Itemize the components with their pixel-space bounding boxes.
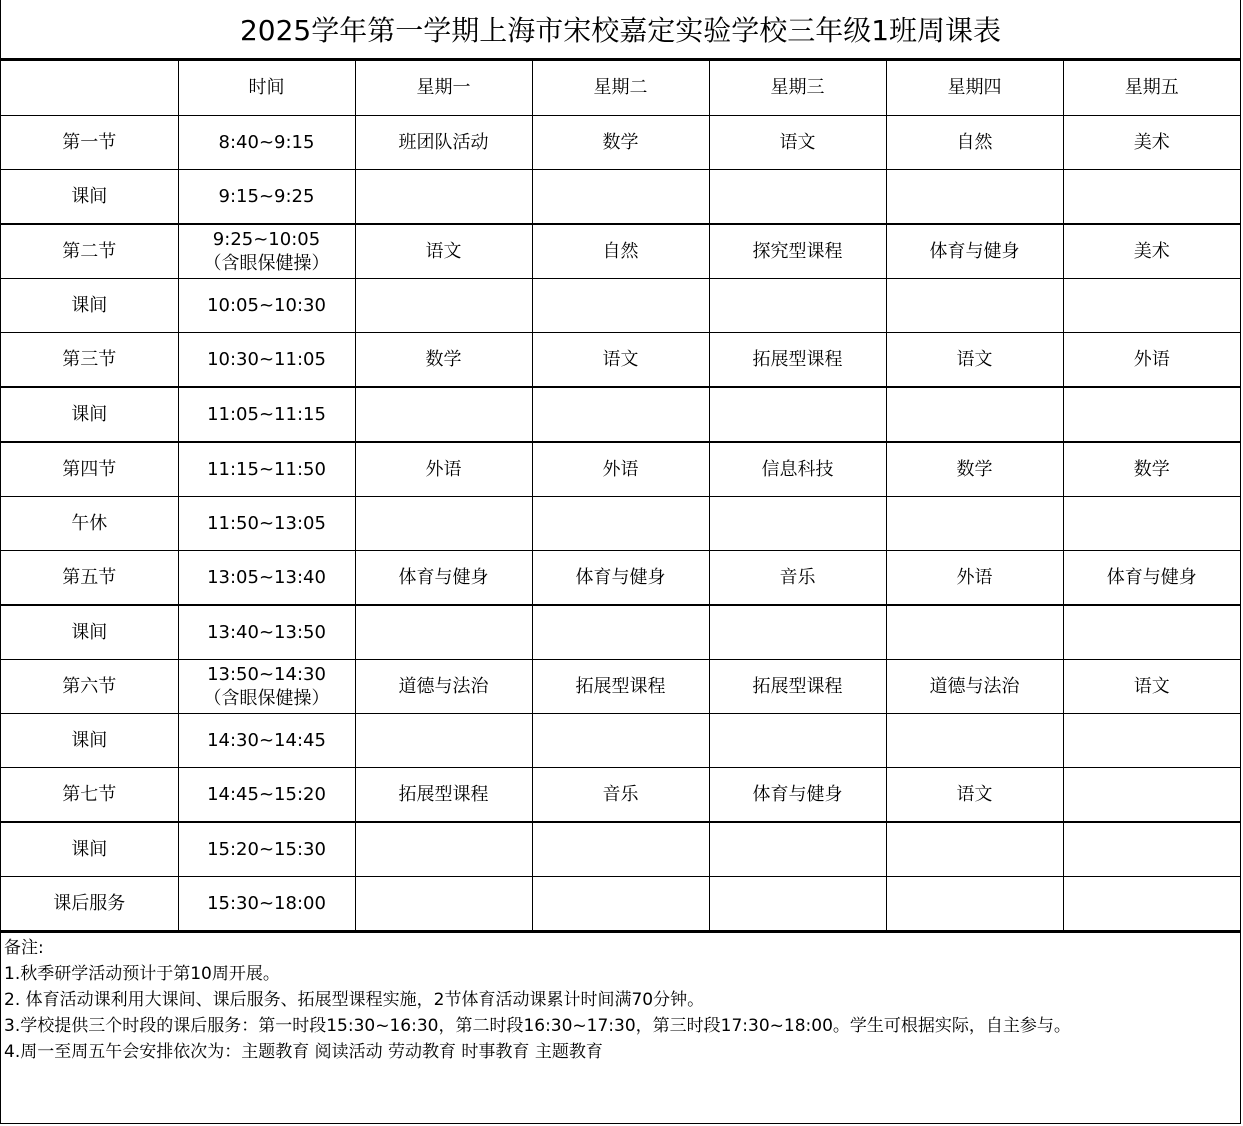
course-cell-thursday xyxy=(886,497,1063,551)
course-cell-tuesday: 拓展型课程 xyxy=(532,660,709,714)
course-cell-monday xyxy=(355,714,532,768)
course-cell-tuesday xyxy=(532,170,709,225)
time-cell xyxy=(178,660,355,714)
table-row xyxy=(1,116,1240,170)
period-cell: 课间 xyxy=(1,605,178,660)
course-cell-friday xyxy=(1063,877,1240,931)
course-cell-monday: 体育与健身 xyxy=(355,551,532,606)
course-cell-tuesday: 外语 xyxy=(532,442,709,497)
time-cell xyxy=(178,279,355,333)
course-cell-monday: 道德与法治 xyxy=(355,660,532,714)
period-cell: 课间 xyxy=(1,170,178,225)
table-row xyxy=(1,822,1240,877)
time-cell xyxy=(178,116,355,170)
time-range: 13:50~14:30 xyxy=(207,663,326,685)
header-cell-time: 时间 xyxy=(178,61,355,116)
time-note: （含眼保健操） xyxy=(203,252,330,274)
course-cell-friday xyxy=(1063,497,1240,551)
course-cell-thursday: 语文 xyxy=(886,768,1063,823)
course-cell-monday xyxy=(355,877,532,931)
table-row xyxy=(1,605,1240,660)
table-row xyxy=(1,660,1240,714)
course-cell-monday xyxy=(355,605,532,660)
time-cell xyxy=(178,877,355,931)
time-range: 10:05~10:30 xyxy=(207,294,326,316)
course-cell-monday: 拓展型课程 xyxy=(355,768,532,823)
course-cell-friday xyxy=(1063,387,1240,442)
course-cell-friday xyxy=(1063,279,1240,333)
time-range: 13:05~13:40 xyxy=(207,566,326,588)
course-cell-thursday xyxy=(886,170,1063,225)
course-cell-friday: 美术 xyxy=(1063,224,1240,279)
time-cell xyxy=(178,333,355,388)
course-cell-wednesday: 信息科技 xyxy=(709,442,886,497)
schedule-table xyxy=(1,60,1240,931)
course-cell-thursday xyxy=(886,605,1063,660)
course-cell-thursday xyxy=(886,822,1063,877)
course-cell-friday: 语文 xyxy=(1063,660,1240,714)
course-cell-monday xyxy=(355,497,532,551)
time-cell xyxy=(178,551,355,606)
course-cell-tuesday xyxy=(532,822,709,877)
period-cell: 第二节 xyxy=(1,224,178,279)
header-cell-monday: 星期一 xyxy=(355,61,532,116)
time-cell xyxy=(178,714,355,768)
period-cell: 第四节 xyxy=(1,442,178,497)
time-range: 13:40~13:50 xyxy=(207,621,326,643)
note-item-3: 3.学校提供三个时段的课后服务：第一时段15:30~16:30，第二时段16:30~17:30，第三时段17:30~18:00。学生可根据实际，自主参与。 xyxy=(4,1016,1071,1036)
course-cell-tuesday xyxy=(532,497,709,551)
course-cell-monday xyxy=(355,822,532,877)
course-cell-tuesday xyxy=(532,877,709,931)
time-cell xyxy=(178,224,355,279)
course-cell-thursday: 语文 xyxy=(886,333,1063,388)
time-range: 11:15~11:50 xyxy=(207,458,326,480)
time-cell xyxy=(178,605,355,660)
time-cell xyxy=(178,497,355,551)
course-cell-thursday: 数学 xyxy=(886,442,1063,497)
time-cell xyxy=(178,442,355,497)
time-range: 15:30~18:00 xyxy=(207,892,326,914)
course-cell-wednesday: 探究型课程 xyxy=(709,224,886,279)
course-cell-tuesday: 语文 xyxy=(532,333,709,388)
notes-section xyxy=(1,931,1240,1126)
course-cell-thursday xyxy=(886,279,1063,333)
period-cell: 第六节 xyxy=(1,660,178,714)
course-cell-friday xyxy=(1063,605,1240,660)
course-cell-friday xyxy=(1063,822,1240,877)
course-cell-wednesday xyxy=(709,714,886,768)
course-cell-wednesday xyxy=(709,279,886,333)
time-range: 11:05~11:15 xyxy=(207,403,326,425)
time-range: 11:50~13:05 xyxy=(207,512,326,534)
course-cell-friday: 外语 xyxy=(1063,333,1240,388)
course-cell-monday xyxy=(355,279,532,333)
course-cell-thursday xyxy=(886,387,1063,442)
header-cell-wednesday: 星期三 xyxy=(709,61,886,116)
note-item-4: 4.周一至周五午会安排依次为：主题教育 阅读活动 劳动教育 时事教育 主题教育 xyxy=(4,1042,603,1062)
table-row xyxy=(1,551,1240,606)
header-cell-blank xyxy=(1,61,178,116)
header-cell-tuesday: 星期二 xyxy=(532,61,709,116)
course-cell-wednesday xyxy=(709,877,886,931)
schedule-body xyxy=(1,116,1240,931)
course-cell-wednesday: 拓展型课程 xyxy=(709,333,886,388)
course-cell-tuesday: 自然 xyxy=(532,224,709,279)
period-cell: 课间 xyxy=(1,279,178,333)
header-cell-friday: 星期五 xyxy=(1063,61,1240,116)
course-cell-thursday: 外语 xyxy=(886,551,1063,606)
period-cell: 课间 xyxy=(1,714,178,768)
course-cell-tuesday xyxy=(532,279,709,333)
period-cell: 课间 xyxy=(1,387,178,442)
course-cell-friday: 美术 xyxy=(1063,116,1240,170)
course-cell-friday: 体育与健身 xyxy=(1063,551,1240,606)
period-cell: 课间 xyxy=(1,822,178,877)
course-cell-wednesday xyxy=(709,497,886,551)
notes-heading: 备注: xyxy=(4,938,44,958)
course-cell-wednesday: 音乐 xyxy=(709,551,886,606)
header-cell-thursday: 星期四 xyxy=(886,61,1063,116)
course-cell-wednesday: 拓展型课程 xyxy=(709,660,886,714)
time-note: （含眼保健操） xyxy=(203,687,330,709)
course-cell-friday xyxy=(1063,714,1240,768)
course-cell-tuesday: 音乐 xyxy=(532,768,709,823)
course-cell-thursday xyxy=(886,877,1063,931)
time-range: 15:20~15:30 xyxy=(207,838,326,860)
table-row xyxy=(1,877,1240,931)
time-cell xyxy=(178,768,355,823)
table-row xyxy=(1,279,1240,333)
course-cell-tuesday xyxy=(532,387,709,442)
course-cell-monday: 外语 xyxy=(355,442,532,497)
period-cell: 课后服务 xyxy=(1,877,178,931)
time-range: 8:40~9:15 xyxy=(218,131,315,153)
course-cell-wednesday xyxy=(709,605,886,660)
note-item-2: 2. 体育活动课利用大课间、课后服务、拓展型课程实施，2节体育活动课累计时间满70分钟。 xyxy=(4,990,705,1010)
course-cell-tuesday: 数学 xyxy=(532,116,709,170)
course-cell-monday: 数学 xyxy=(355,333,532,388)
table-row xyxy=(1,714,1240,768)
course-cell-wednesday: 体育与健身 xyxy=(709,768,886,823)
note-item-1: 1.秋季研学活动预计于第10周开展。 xyxy=(4,964,280,984)
table-row xyxy=(1,497,1240,551)
course-cell-tuesday xyxy=(532,714,709,768)
course-cell-wednesday: 语文 xyxy=(709,116,886,170)
table-row xyxy=(1,768,1240,823)
course-cell-tuesday: 体育与健身 xyxy=(532,551,709,606)
course-cell-tuesday xyxy=(532,605,709,660)
table-row xyxy=(1,224,1240,279)
course-cell-thursday xyxy=(886,714,1063,768)
time-range: 10:30~11:05 xyxy=(207,348,326,370)
table-row xyxy=(1,387,1240,442)
page-title: 2025学年第一学期上海市宋校嘉定实验学校三年级1班周课表 xyxy=(1,0,1240,60)
course-cell-wednesday xyxy=(709,387,886,442)
header-row xyxy=(1,61,1240,116)
table-row xyxy=(1,333,1240,388)
course-cell-friday xyxy=(1063,768,1240,823)
course-cell-thursday: 自然 xyxy=(886,116,1063,170)
time-cell xyxy=(178,822,355,877)
course-cell-friday xyxy=(1063,170,1240,225)
course-cell-monday xyxy=(355,170,532,225)
time-range: 9:25~10:05 xyxy=(212,228,321,250)
course-cell-thursday: 体育与健身 xyxy=(886,224,1063,279)
period-cell: 午休 xyxy=(1,497,178,551)
course-cell-monday: 班团队活动 xyxy=(355,116,532,170)
course-cell-wednesday xyxy=(709,170,886,225)
time-cell xyxy=(178,387,355,442)
time-range: 9:15~9:25 xyxy=(218,185,315,207)
course-cell-friday: 数学 xyxy=(1063,442,1240,497)
course-cell-monday xyxy=(355,387,532,442)
time-range: 14:30~14:45 xyxy=(207,729,326,751)
period-cell: 第一节 xyxy=(1,116,178,170)
time-range: 14:45~15:20 xyxy=(207,783,326,805)
course-cell-thursday: 道德与法治 xyxy=(886,660,1063,714)
period-cell: 第七节 xyxy=(1,768,178,823)
course-cell-monday: 语文 xyxy=(355,224,532,279)
course-cell-wednesday xyxy=(709,822,886,877)
period-cell: 第五节 xyxy=(1,551,178,606)
table-row xyxy=(1,170,1240,225)
period-cell: 第三节 xyxy=(1,333,178,388)
time-cell xyxy=(178,170,355,225)
table-row xyxy=(1,442,1240,497)
